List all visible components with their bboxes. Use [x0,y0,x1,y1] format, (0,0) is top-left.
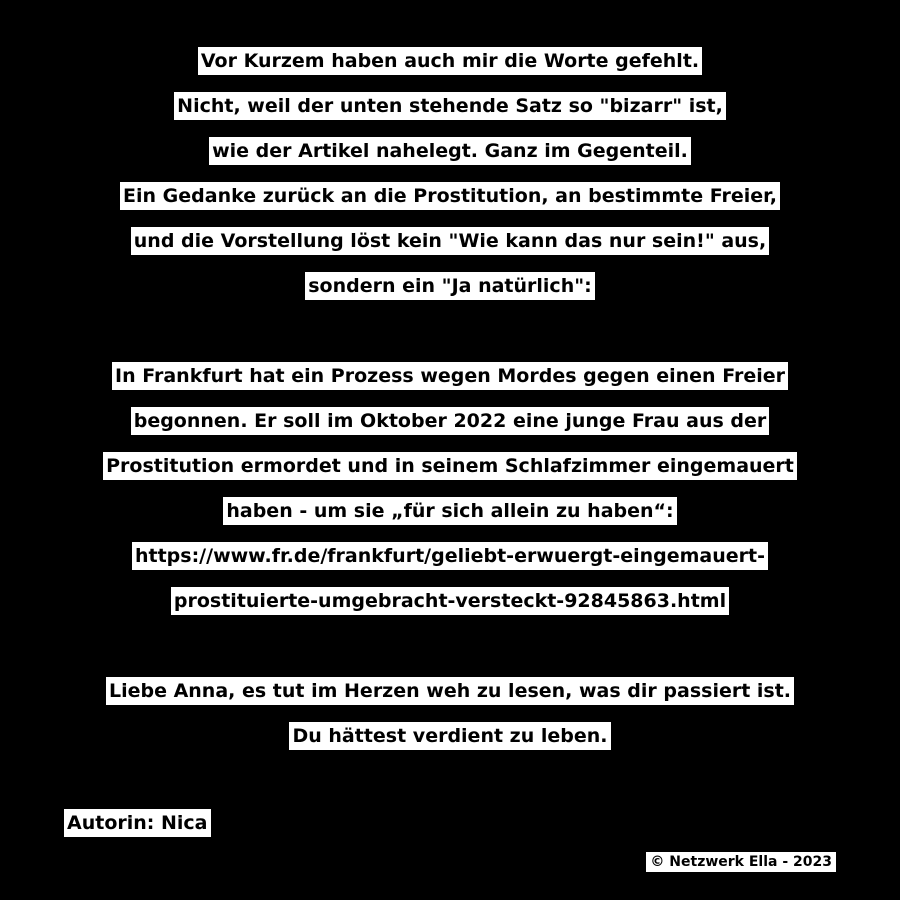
text-line-p1-2: Nicht, weil der unten stehende Satz so "bizarr" ist, [0,89,900,123]
article-url-line-2[interactable]: prostituierte-umgebracht-versteckt-92845863.html [0,584,900,618]
text-line-p1-1: Vor Kurzem haben auch mir die Worte gefehlt. [0,44,900,78]
text-line-p1-4: Ein Gedanke zurück an die Prostitution, an bestimmte Freier, [0,179,900,213]
text-line-p2-4: haben - um sie „für sich allein zu haben“: [0,494,900,528]
text-line-p2-2: begonnen. Er soll im Oktober 2022 eine junge Frau aus der [0,404,900,438]
text-line-p3-1: Liebe Anna, es tut im Herzen weh zu lesen, was dir passiert ist. [0,674,900,708]
text-line-p1-3: wie der Artikel nahelegt. Ganz im Gegenteil. [0,134,900,168]
author-label: Autorin: Nica [64,806,211,840]
text-line-p1-5: und die Vorstellung löst kein "Wie kann das nur sein!" aus, [0,224,900,258]
text-line-p1-6: sondern ein "Ja natürlich": [0,269,900,303]
text-line-p3-2: Du hättest verdient zu leben. [0,719,900,753]
article-url-line-1[interactable]: https://www.fr.de/frankfurt/geliebt-erwuergt-eingemauert- [0,539,900,573]
copyright-notice: © Netzwerk Ella - 2023 [646,850,836,872]
text-line-p2-1: In Frankfurt hat ein Prozess wegen Mordes gegen einen Freier [0,359,900,393]
text-line-p2-3: Prostitution ermordet und in seinem Schlafzimmer eingemauert [0,449,900,483]
